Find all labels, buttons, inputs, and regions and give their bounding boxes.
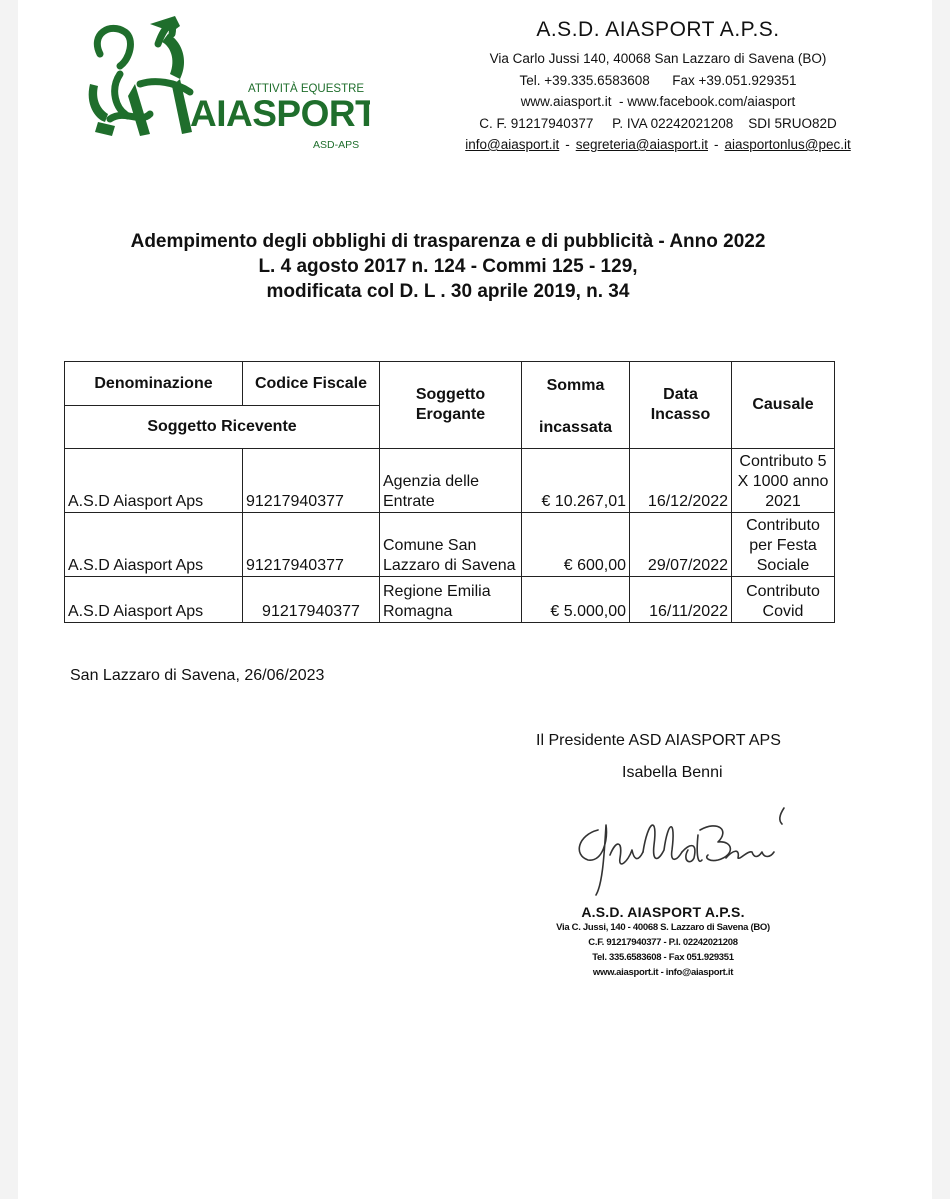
cell-causale: Contributo Covid — [732, 577, 835, 623]
logo-suffix: ASD-APS — [313, 139, 360, 151]
cell-somma: € 5.000,00 — [522, 577, 630, 623]
table-row — [65, 449, 835, 513]
header-soggetto-erogante: Soggetto Erogante — [380, 362, 522, 449]
title-line-3: modificata col D. L . 30 aprile 2019, n. 34 — [266, 281, 630, 302]
stamp-web: www.aiasport.it - info@aiasport.it — [592, 967, 734, 978]
president-name: Isabella Benni — [622, 764, 723, 781]
logo-tagline: ATTIVITÀ EQUESTRE — [248, 83, 365, 95]
email-separator: - — [565, 137, 570, 152]
org-header — [418, 18, 898, 156]
cell-erogante: Comune San Lazzaro di Savena — [380, 513, 522, 577]
cell-causale: Contributo 5 X 1000 anno 2021 — [732, 449, 835, 513]
org-emails — [418, 134, 898, 156]
org-fiscal: C. F. 91217940377 P. IVA 02242021208 SDI 5RUO82D — [479, 115, 837, 131]
cell-codice-fiscale: 91217940377 — [243, 449, 380, 513]
president-title: Il Presidente ASD AIASPORT APS — [536, 732, 781, 749]
header-denominazione: Denominazione — [65, 362, 243, 406]
email-link-info[interactable]: info@aiasport.it — [465, 137, 560, 152]
cell-denominazione: A.S.D Aiasport Aps — [65, 449, 243, 513]
org-address: Via Carlo Jussi 140, 40068 San Lazzaro di Savena (BO) — [489, 51, 827, 66]
header-somma: Somma — [546, 377, 605, 394]
association-stamp — [538, 904, 788, 980]
cell-data: 16/11/2022 — [630, 577, 732, 623]
table-row — [65, 577, 835, 623]
document-page — [18, 0, 932, 1199]
org-name: A.S.D. AIASPORT A.P.S. — [536, 18, 780, 41]
table-row — [65, 513, 835, 577]
cell-erogante: Regione Emilia Romagna — [380, 577, 522, 623]
handwritten-signature — [558, 800, 798, 900]
header-somma-incassata — [522, 362, 630, 449]
stamp-address: Via C. Jussi, 140 - 40068 S. Lazzaro di Savena (BO) — [556, 922, 770, 933]
cell-denominazione: A.S.D Aiasport Aps — [65, 513, 243, 577]
cell-data: 16/12/2022 — [630, 449, 732, 513]
stamp-fiscal: C.F. 91217940377 - P.I. 02242021208 — [588, 937, 738, 948]
cell-codice-fiscale: 91217940377 — [243, 513, 380, 577]
title-line-1: Adempimento degli obblighi di trasparenza e di pubblicità - Anno 2022 — [130, 231, 766, 252]
email-link-segreteria[interactable]: segreteria@aiasport.it — [575, 137, 708, 152]
org-web: www.aiasport.it - www.facebook.com/aiasport — [520, 94, 796, 109]
cell-data: 29/07/2022 — [630, 513, 732, 577]
stamp-name: A.S.D. AIASPORT A.P.S. — [581, 904, 745, 920]
header-causale: Causale — [732, 362, 835, 449]
cell-somma: € 600,00 — [522, 513, 630, 577]
email-separator: - — [713, 137, 719, 152]
cell-causale: Contributo per Festa Sociale — [732, 513, 835, 577]
header-soggetto-ricevente: Soggetto Ricevente — [65, 406, 380, 449]
header-codice-fiscale: Codice Fiscale — [243, 362, 380, 406]
header-incassata: incassata — [539, 419, 612, 436]
grants-table — [64, 361, 835, 623]
document-title — [18, 229, 878, 304]
email-link-pec[interactable]: aiasportonlus@pec.it — [724, 137, 851, 152]
header-data-incasso: Data Incasso — [630, 362, 732, 449]
cell-codice-fiscale: 91217940377 — [243, 577, 380, 623]
place-date: San Lazzaro di Savena, 26/06/2023 — [70, 667, 325, 684]
org-phone-fax: Tel. +39.335.6583608 Fax +39.051.929351 — [519, 72, 797, 88]
cell-somma: € 10.267,01 — [522, 449, 630, 513]
aiasport-logo — [80, 14, 370, 154]
cell-denominazione: A.S.D Aiasport Aps — [65, 577, 243, 623]
stamp-phone: Tel. 335.6583608 - Fax 051.929351 — [592, 952, 734, 963]
cell-erogante: Agenzia delle Entrate — [380, 449, 522, 513]
title-line-2: L. 4 agosto 2017 n. 124 - Commi 125 - 129, — [258, 256, 638, 277]
logo-brand: AIASPORT — [190, 93, 370, 134]
